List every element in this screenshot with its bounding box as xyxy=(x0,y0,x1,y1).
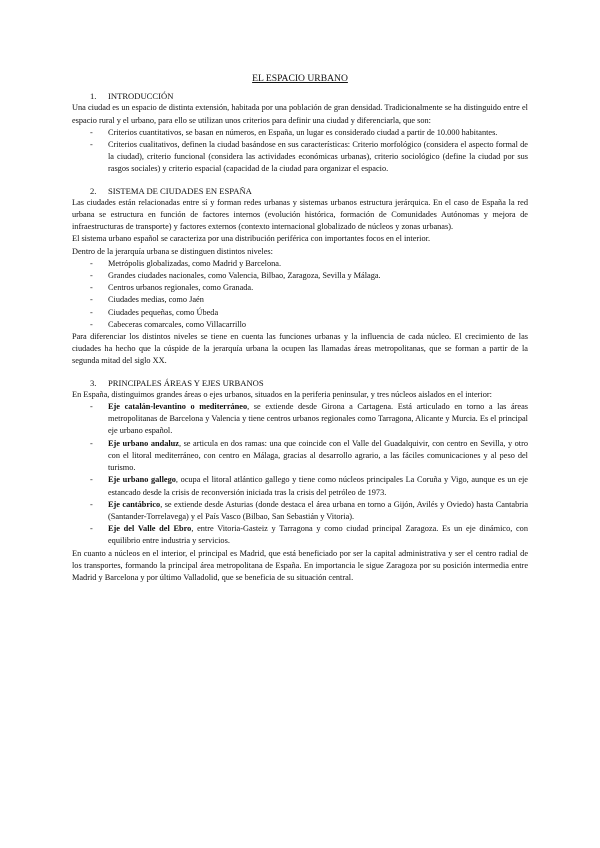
list-item: - Ciudades medias, como Jaén xyxy=(108,294,528,306)
section-number: 3. xyxy=(90,377,97,388)
list-item: - Ciudades pequeñas, como Úbeda xyxy=(108,307,528,319)
section-paragraph: Dentro de la jerarquía urbana se distinguen distintos niveles: xyxy=(72,246,273,256)
section-paragraph: El sistema urbano español se caracteriza por una distribución periférica con importantes focos en el interior. xyxy=(72,234,431,244)
list-item xyxy=(108,438,528,475)
section-number: 1. xyxy=(90,91,97,102)
axis-name: Eje cantábrico xyxy=(108,499,161,509)
list-item xyxy=(108,499,528,523)
list-item: - Grandes ciudades nacionales, como Valencia, Bilbao, Zaragoza, Sevilla y Málaga. xyxy=(108,270,528,282)
list-item: - Cabeceras comarcales, como Villacarrillo xyxy=(108,319,528,331)
section-heading-introduccion xyxy=(72,90,528,102)
section-paragraph: Las ciudades están relacionadas entre sí y forman redes urbanas y sistemas urbanos estructura jerárquica. En el caso de España la red urbana se estructura en función de factores internos (evolución histórica, formación de Comunidades Autónomas y mejora de infraestructuras de transporte) y factores externos (contexto internacional globalizado de núcleos y zonas urbanas). xyxy=(72,197,528,232)
axis-description: , ocupa el litoral atlántico gallego y tiene como núcleos principales La Coruña y Vigo, aunque es un eje estancado desde la crisis de reconversión iniciada tras la crisis del petróleo de 1973. xyxy=(108,475,528,497)
section-heading-text: PRINCIPALES ÁREAS Y EJES URBANOS xyxy=(108,377,264,388)
document-title: EL ESPACIO URBANO xyxy=(252,73,348,84)
list-item xyxy=(108,474,528,498)
list-item xyxy=(108,523,528,547)
axis-description: , se extiende desde Girona a Cartagena. Está articulado en torno a las áreas metropolitanas de Barcelona y Valencia y tiene centros urbanos regionales como Tarragona, Alicante y Murcia. Es el principal eje urbano español. xyxy=(108,402,529,436)
hierarchy-list xyxy=(72,258,528,331)
axis-name: Eje urbano gallego xyxy=(108,475,176,485)
list-item: - Metrópolis globalizadas, como Madrid y Barcelona. xyxy=(108,258,528,270)
section-number: 2. xyxy=(90,185,97,196)
axes-list xyxy=(72,401,528,547)
list-item xyxy=(108,401,528,438)
axis-description: , entre Vitoria-Gasteiz y Tarragona y como ciudad principal Zaragoza. Es un eje dinámico, con equilibrio entre industria y servicios. xyxy=(108,524,528,546)
section-heading-areas-ejes xyxy=(72,377,528,389)
criteria-list xyxy=(72,127,528,176)
list-item: - Criterios cuantitativos, se basan en números, en España, un lugar es considerado ciudad a partir de 10.000 habitantes. xyxy=(108,127,528,139)
list-item: - Centros urbanos regionales, como Granada. xyxy=(108,282,528,294)
section-paragraph: En España, distinguimos grandes áreas o ejes urbanos, situados en la periferia peninsular, y tres núcleos aislados en el interior: xyxy=(72,389,492,399)
axis-name: Eje urbano andaluz xyxy=(108,438,179,448)
section-heading-sistema-ciudades xyxy=(72,185,528,197)
section-paragraph: En cuanto a núcleos en el interior, el principal es Madrid, que está beneficiado por ser la capital administrativa y ser el centro radial de los transportes, formando la principal área metropolitana de España. En importancia le sigue Zaragoza por su posición intermedia entre Madrid y Barcelona y por último Valladolid, que se beneficia de su situación central. xyxy=(72,548,528,582)
axis-description: , se extiende desde Asturias (donde destaca el área urbana en torno a Gijón, Avilés y Oviedo) hasta Cantabria (Santander-Torrelavega) y el País Vasco (Bilbao, San Sebastián y Vitoria). xyxy=(108,499,529,521)
section-heading-text: INTRODUCCIÓN xyxy=(108,91,174,102)
section-heading-text: SISTEMA DE CIUDADES EN ESPAÑA xyxy=(108,185,252,196)
axis-name: Eje catalán-levantino o mediterráneo xyxy=(108,402,248,412)
axis-name: Eje del Valle del Ebro xyxy=(108,524,192,534)
section-paragraph: Para diferenciar los distintos niveles se tiene en cuenta las funciones urbanas y la influencia de cada núcleo. El crecimiento de las ciudades ha hecho que la cúspide de la jerarquía urbana la ocupen las llamadas áreas metropolitanas, que se forman a partir de la segunda mitad del siglo XX. xyxy=(72,332,528,366)
axis-description: , se articula en dos ramas: una que coincide con el Valle del Guadalquivir, con centro en Sevilla, y otro con el litoral mediterráneo, con centro en Málaga, gracias al desarrollo agrario, a las fáciles comunicaciones y al peso del turismo. xyxy=(108,438,529,473)
section-paragraph: Una ciudad es un espacio de distinta extensión, habitada por una población de gran densidad. Tradicionalmente se ha distinguido entre el espacio rural y el urbano, para ello se utilizan unos criterios para definir una ciudad y diferenciarla, que son: xyxy=(72,103,528,125)
list-item: - Criterios cualitativos, definen la ciudad basándose en sus características: Criterio morfológico (considera el aspecto formal de la ciudad), criterio funcional (considera las actividades económicas urbanas), criterio sociológico (define la ciudad por sus rasgos sociales) y criterio espacial (capacidad de la ciudad para organizar el espacio. xyxy=(108,139,528,176)
